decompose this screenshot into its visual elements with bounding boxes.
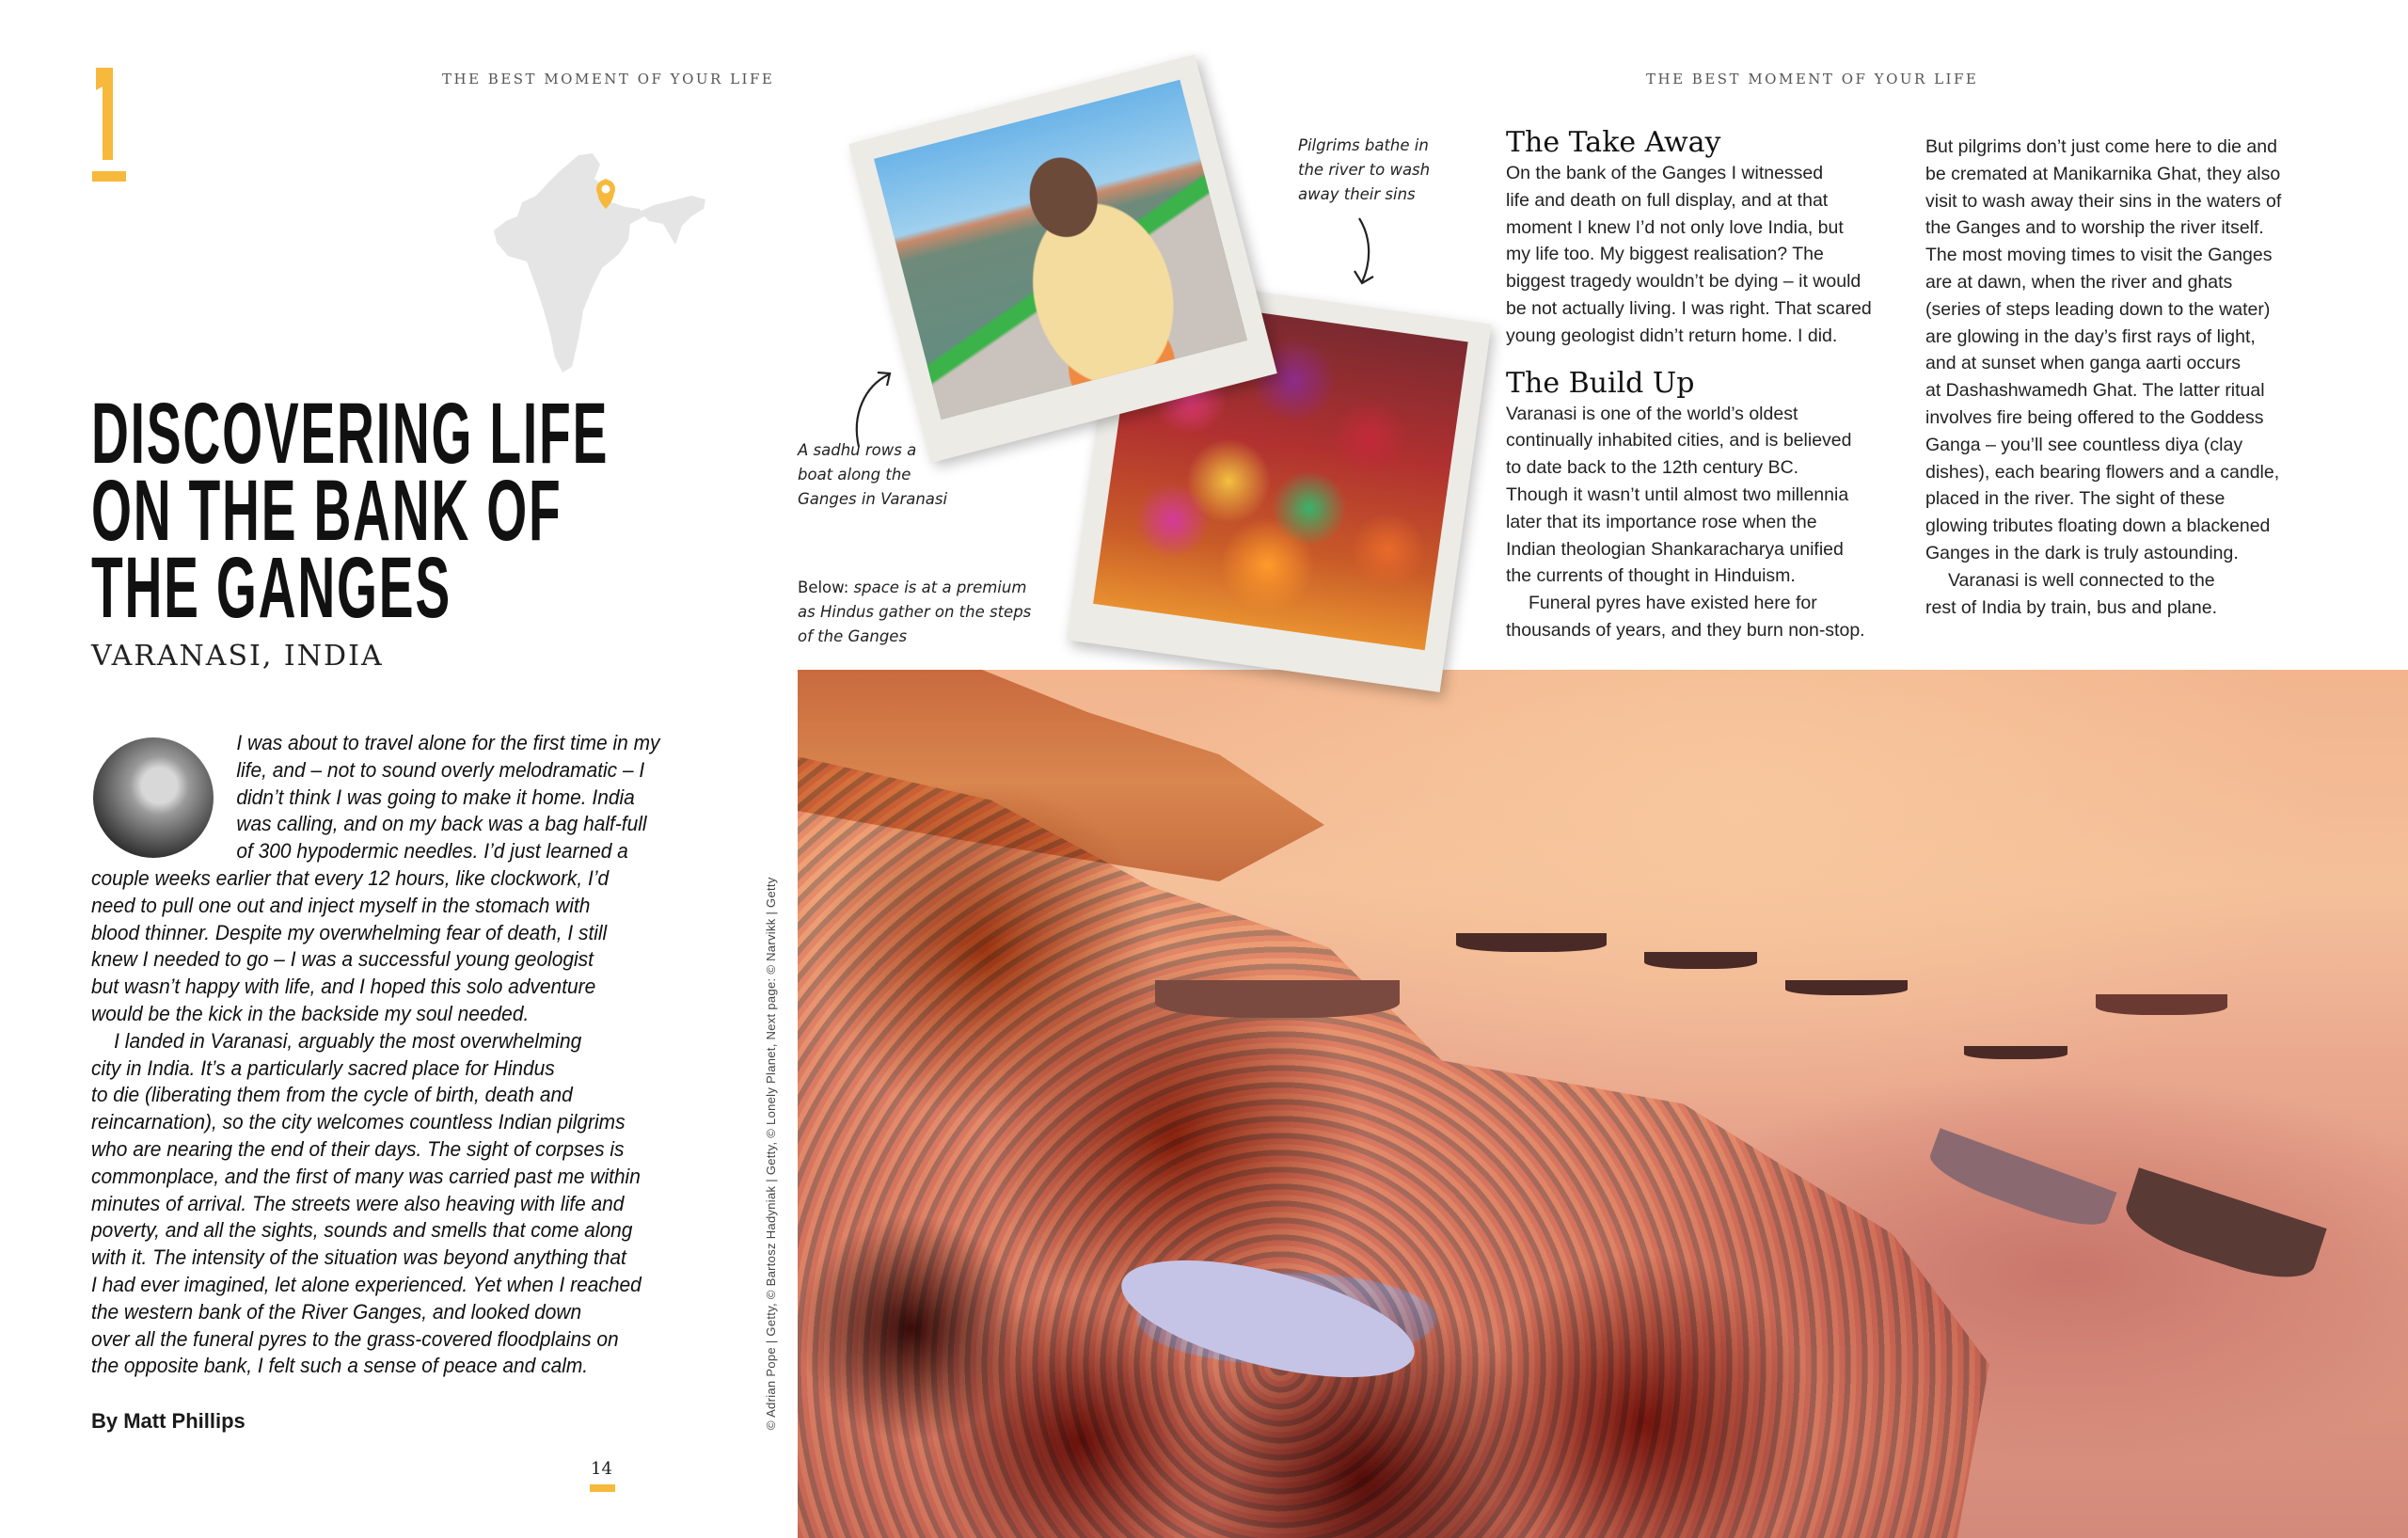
entry-number-badge [90, 66, 128, 188]
body-line: over all the funeral pyres to the grass-covered floodplains on [91, 1326, 619, 1351]
body-line: who are nearing the end of their days. The sight of corpses is [91, 1136, 625, 1161]
body-line: and at sunset when ganga aarti occurs [1925, 353, 2241, 374]
body-line: moment I knew I’d not only love India, but [1506, 216, 1844, 238]
location-subtitle: VARANASI, INDIA [91, 640, 384, 673]
body-line: knew I needed to go – I was a successful young geologist [91, 947, 594, 972]
body-line: reincarnation), so the city welcomes countless Indian pilgrims [91, 1110, 626, 1134]
body-line: poverty, and all the sights, sounds and smells that come along [91, 1218, 633, 1243]
body-line: rest of India by train, bus and plane. [1925, 596, 2218, 618]
body-line: dishes), each bearing flowers and a candle, [1925, 461, 2280, 483]
caption-pilgrims [1298, 134, 1430, 207]
title-line: ON THE BANK OF [91, 463, 562, 559]
body-line: biggest tragedy wouldn’t be dying – it would [1506, 271, 1861, 293]
body-line: But pilgrims don’t just come here to die and [1925, 136, 2277, 157]
column-one [1506, 126, 1901, 644]
body-line: glowing tributes floating down a blackened [1925, 515, 2271, 537]
body-line: (series of steps leading down to the water) [1925, 298, 2271, 320]
body-line: blood thinner. Despite my overwhelming fear of death, I still [91, 920, 608, 944]
body-line: Funeral pyres have existed here for [1529, 593, 1817, 614]
body-line: commonplace, and the first of many was carried past me within [91, 1164, 641, 1188]
india-map-icon [489, 151, 720, 376]
body-line: be not actually living. I was right. That scared [1506, 297, 1872, 319]
arrow-up-icon [851, 367, 898, 452]
ganges-ghats-photo [798, 670, 2408, 1538]
body-line: Indian theologian Shankaracharya unified [1506, 538, 1844, 560]
body-line: The most moving times to visit the Ganges [1925, 245, 2273, 266]
photo-credit: © Adrian Pope | Getty, © Bartosz Hadyniak | Getty, © Lonely Planet, Next page: © Narvikk | Getty [764, 877, 778, 1430]
body-line: the opposite bank, I felt such a sense of peace and calm. [91, 1354, 589, 1378]
caption-line: of the Ganges [798, 627, 908, 645]
heading-take-away: The Take Away [1506, 126, 1721, 159]
body-line: to date back to the 12th century BC. [1506, 457, 1799, 479]
body-line: need to pull one out and inject myself in the stomach with [91, 893, 591, 917]
body-line: visit to wash away their sins in the waters of [1925, 190, 2282, 212]
article-title [91, 386, 610, 636]
byline: By Matt Phillips [91, 1409, 246, 1433]
body-line: of 300 hypodermic needles. I’d just learned a [236, 839, 628, 864]
body-line: Ganges in the dark is truly astounding. [1925, 542, 2239, 563]
body-line: the currents of thought in Hinduism. [1506, 565, 1796, 587]
body-line: involves fire being offered to the Goddess [1925, 406, 2264, 428]
body-line: with it. The intensity of the situation was beyond anything that [91, 1245, 626, 1270]
body-line: to die (liberating them from the cycle of birth, death and [91, 1083, 573, 1107]
arrow-down-icon [1345, 214, 1383, 290]
body-line: young geologist didn’t return home. I did. [1506, 325, 1838, 346]
body-line: Ganga – you’ll see countless diya (clay [1925, 434, 2243, 455]
caption-line: space is at a premium [848, 579, 1027, 596]
title-line: THE GANGES [91, 540, 452, 636]
body-line: couple weeks earlier that every 12 hours, like clockwork, I’d [91, 865, 610, 890]
body-line: minutes of arrival. The streets were also heaving with life and [91, 1191, 625, 1215]
body-line: would be the kick in the backside my soul needed. [91, 1001, 530, 1025]
body-line: at Dashashwamedh Ghat. The latter ritual [1925, 380, 2265, 402]
body-line: the western bank of the River Ganges, and looked down [91, 1299, 582, 1324]
body-line: my life too. My biggest realisation? The [1506, 244, 1824, 265]
body-line: placed in the river. The sight of these [1925, 488, 2226, 510]
body-line: life and death on full display, and at that [1506, 189, 1829, 211]
body-line: life, and – not to sound overly melodramatic – I [236, 757, 645, 782]
body-line: Varanasi is well connected to the [1948, 569, 2215, 591]
body-line: didn’t think I was going to make it home. India [236, 785, 635, 809]
caption-line: boat along the [798, 466, 911, 484]
caption-below [798, 576, 1031, 649]
body-line: city in India. It’s a particularly sacred place for Hindus [91, 1055, 555, 1080]
body-line: continually inhabited cities, and is believed [1506, 430, 1852, 452]
running-head-left: THE BEST MOMENT OF YOUR LIFE [442, 71, 775, 87]
page-number-bar [590, 1484, 615, 1492]
body-line: I landed in Varanasi, arguably the most overwhelming [114, 1028, 582, 1053]
caption-line: as Hindus gather on the steps [798, 603, 1032, 621]
caption-line: Ganges in Varanasi [798, 490, 948, 508]
body-line: later that its importance rose when the [1506, 511, 1817, 532]
heading-build-up: The Build Up [1506, 366, 1695, 400]
body-line: are at dawn, when the river and ghats [1925, 271, 2233, 293]
column-two [1925, 134, 2321, 621]
page-number: 14 [591, 1459, 612, 1479]
body-line: are glowing in the day’s first rays of light, [1925, 325, 2256, 347]
body-line: I had ever imagined, let alone experienced. Yet when I reached [91, 1272, 642, 1296]
intro-body [91, 730, 740, 1380]
caption-line: the river to wash [1298, 161, 1431, 179]
body-line: be cremated at Manikarnika Ghat, they also [1925, 163, 2281, 184]
body-line: Though it wasn’t until almost two millennia [1506, 484, 1849, 505]
running-head-right: THE BEST MOMENT OF YOUR LIFE [1646, 71, 1979, 87]
body-line: was calling, and on my back was a bag half-full [236, 812, 647, 836]
body-line: On the bank of the Ganges I witnessed [1506, 163, 1824, 183]
body-line: but wasn’t happy with life, and I hoped this solo adventure [91, 975, 596, 999]
caption-line: away their sins [1298, 185, 1416, 203]
body-line: I was about to travel alone for the first time in my [236, 731, 660, 754]
body-line: Varanasi is one of the world’s oldest [1506, 403, 1798, 424]
caption-label: Below: [798, 579, 849, 596]
title-line: DISCOVERING LIFE [91, 386, 610, 482]
caption-line: A sadhu rows a [798, 441, 917, 459]
body-line: the Ganges and to worship the river itself. [1925, 217, 2264, 239]
body-line: thousands of years, and they burn non-stop. [1506, 619, 1865, 641]
caption-line: Pilgrims bathe in [1298, 136, 1429, 154]
